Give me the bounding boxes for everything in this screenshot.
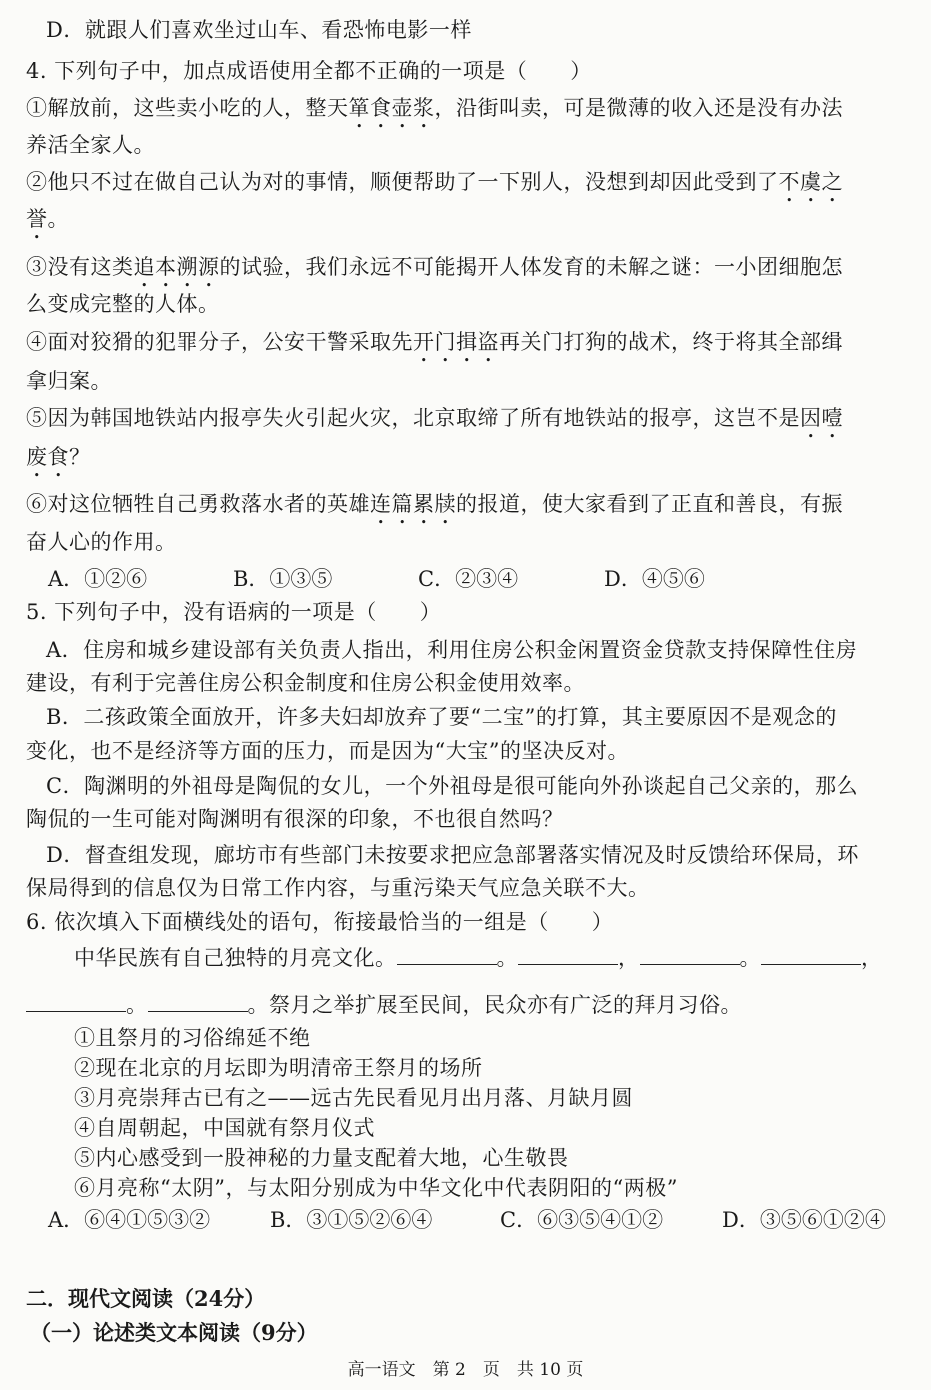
- q6-blank-1[interactable]: [397, 946, 497, 965]
- q6-stem: 6. 依次填入下面横线处的语句，衔接最恰当的一组是（ ）: [26, 910, 614, 934]
- q4-sentence-5-cont: 废食？: [26, 445, 91, 469]
- q6-item-5: ⑤内心感受到一股神秘的力量支配着大地，心生敬畏: [74, 1146, 569, 1170]
- q4-sentence-2-cont: 誉。: [26, 207, 69, 231]
- q5-option-c-cont: 陶侃的一生可能对陶渊明有很深的印象，不也很自然吗？: [26, 807, 564, 831]
- q6-item-3: ③月亮崇拜古已有之——远古先民看见月出月落、月缺月圆: [74, 1086, 633, 1110]
- q6-item-4: ④自周朝起，中国就有祭月仪式: [74, 1116, 375, 1140]
- page-footer: 高一语文 第 2 页 共 10 页: [347, 1360, 584, 1380]
- q4-option-a[interactable]: A．①②⑥: [48, 567, 148, 591]
- q5-option-d-cont: 保局得到的信息仅为日常工作内容，与重污染天气应急关联不大。: [26, 876, 650, 900]
- q4-idiom-2: 不虞之: [778, 170, 843, 194]
- q4-sentence-1: ①解放前，这些卖小吃的人，整天箪食壶浆，沿街叫卖，可是微薄的收入还是没有办法: [26, 96, 843, 120]
- q4-sentence-1-cont: 养活全家人。: [26, 133, 155, 157]
- q3-option-d: D．就跟人们喜欢坐过山车、看恐怖电影一样: [46, 18, 472, 42]
- q4-sentence-5: ⑤因为韩国地铁站内报亭失火引起火灾，北京取缔了所有地铁站的报亭，这岂不是因噎: [26, 406, 843, 430]
- q6-option-b[interactable]: B．③①⑤②⑥④: [270, 1208, 433, 1232]
- q6-item-1: ①且祭月的习俗绵延不绝: [74, 1026, 311, 1050]
- q4-option-c[interactable]: C．②③④: [418, 567, 519, 591]
- q4-sentence-4: ④面对狡猾的犯罪分子，公安干警采取先开门揖盗再关门打狗的战术，终于将其全部缉: [26, 330, 843, 354]
- q4-sentence-3: ③没有这类追本溯源的试验，我们永远不可能揭开人体发育的未解之谜：一小团细胞怎: [26, 255, 843, 279]
- q4-idiom-4: 开门揖盗: [413, 330, 499, 354]
- q4-idiom-6: 连篇累牍: [370, 492, 456, 516]
- q5-option-a-cont: 建设，有利于完善住房公积金制度和住房公积金使用效率。: [26, 671, 585, 695]
- q6-item-2: ②现在北京的月坛即为明清帝王祭月的场所: [74, 1056, 483, 1080]
- q5-option-b-cont: 变化，也不是经济等方面的压力，而是因为“大宝”的坚决反对。: [26, 739, 629, 763]
- q6-option-a[interactable]: A．⑥④①⑤③②: [48, 1208, 211, 1232]
- q4-idiom-2b: 誉: [26, 207, 48, 231]
- q4-idiom-3: 追本溯源: [133, 255, 220, 279]
- q4-sentence-4-cont: 拿归案。: [26, 369, 112, 393]
- q6-passage-line-1: 中华民族有自己独特的月亮文化。 。 ， 。 ，: [74, 946, 883, 970]
- q4-sentence-3-cont: 么变成完整的人体。: [26, 292, 220, 316]
- q5-stem: 5. 下列句子中，没有语病的一项是（ ）: [26, 600, 442, 624]
- q6-blank-2[interactable]: [518, 946, 618, 965]
- q6-blank-6[interactable]: [148, 993, 248, 1012]
- q5-option-c[interactable]: C．陶渊明的外祖母是陶侃的女儿，一个外祖母是很可能向外孙谈起自己父亲的，那么: [46, 774, 859, 798]
- q6-option-d[interactable]: D．③⑤⑥①②④: [722, 1208, 886, 1232]
- q4-idiom-5: 因噎: [800, 406, 843, 430]
- q5-option-a[interactable]: A．住房和城乡建设部有关负责人指出，利用住房公积金闲置资金贷款支持保障性住房: [46, 638, 858, 662]
- q4-idiom-1: 箪食壶浆: [348, 96, 435, 120]
- q4-idiom-5b: 废食: [26, 445, 69, 469]
- q4-option-b[interactable]: B．①③⑤: [233, 567, 333, 591]
- q5-option-d[interactable]: D．督查组发现，廊坊市有些部门未按要求把应急部署落实情况及时反馈给环保局，环: [46, 843, 859, 867]
- q6-blank-3[interactable]: [640, 946, 740, 965]
- q4-option-d[interactable]: D．④⑤⑥: [604, 567, 705, 591]
- section-2-title: 二．现代文阅读（24分）: [26, 1286, 266, 1311]
- q5-option-b[interactable]: B．二孩政策全面放开，许多夫妇却放弃了要“二宝”的打算，其主要原因不是观念的: [46, 705, 837, 729]
- q6-passage-line-2: 。 。祭月之举扩展至民间，民众亦有广泛的拜月习俗。: [26, 991, 742, 1019]
- q6-blank-4[interactable]: [761, 946, 861, 965]
- q4-stem: 4. 下列句子中，加点成语使用全都不正确的一项是（ ）: [26, 59, 592, 83]
- q6-option-c[interactable]: C．⑥③⑤④①②: [500, 1208, 664, 1232]
- q4-sentence-2: ②他只不过在做自己认为对的事情，顺便帮助了一下别人，没想到却因此受到了不虞之: [26, 170, 843, 194]
- q4-sentence-6-cont: 奋人心的作用。: [26, 530, 177, 554]
- q4-sentence-6: ⑥对这位牺牲自己勇救落水者的英雄连篇累牍的报道，使大家看到了正直和善良，有振: [26, 492, 843, 516]
- section-2-subtitle: （一）论述类文本阅读（9分）: [30, 1320, 318, 1345]
- q6-item-6: ⑥月亮称“太阴”，与太阳分别成为中华文化中代表阴阳的“两极”: [74, 1176, 678, 1200]
- q6-blank-5[interactable]: [26, 993, 126, 1012]
